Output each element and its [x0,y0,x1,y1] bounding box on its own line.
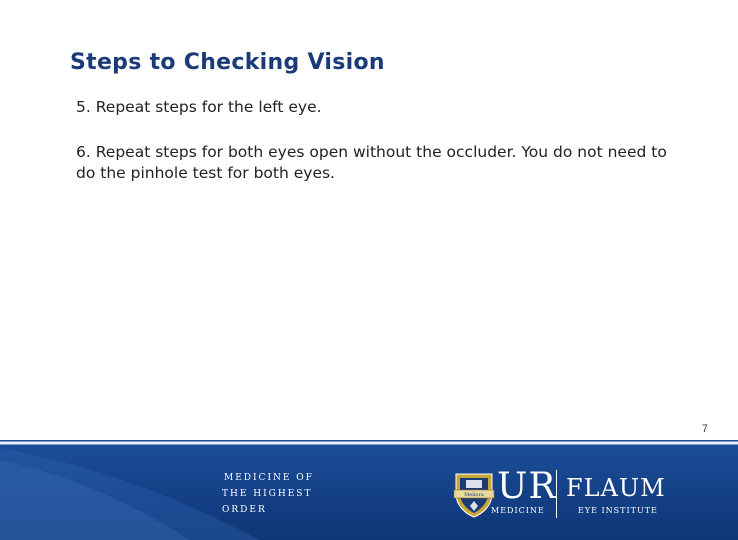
step-6-text: 6. Repeat steps for both eyes open without the occluder. You do not need to do the pinhole test for both eyes. [76,143,667,182]
logo-flaum-sub: EYE INSTITUTE [578,506,658,515]
page-number: 7 [701,423,708,435]
crest-motto: Meliora [464,492,484,498]
university-crest-logo [452,470,496,518]
tagline [222,470,362,518]
logo-flaum: FLAUM [566,474,666,502]
logo-ur: UR [497,466,557,507]
logo-ur-sub: MEDICINE [491,506,545,515]
logo-divider [556,470,557,518]
slide-title: Steps to Checking Vision [70,50,385,75]
footer-banner [0,440,738,540]
tagline-line2: THE HIGHEST ORDER [222,489,313,515]
step-5-text: 5. Repeat steps for the left eye. [76,98,322,116]
tagline-line1: MEDICINE OF [224,473,314,483]
